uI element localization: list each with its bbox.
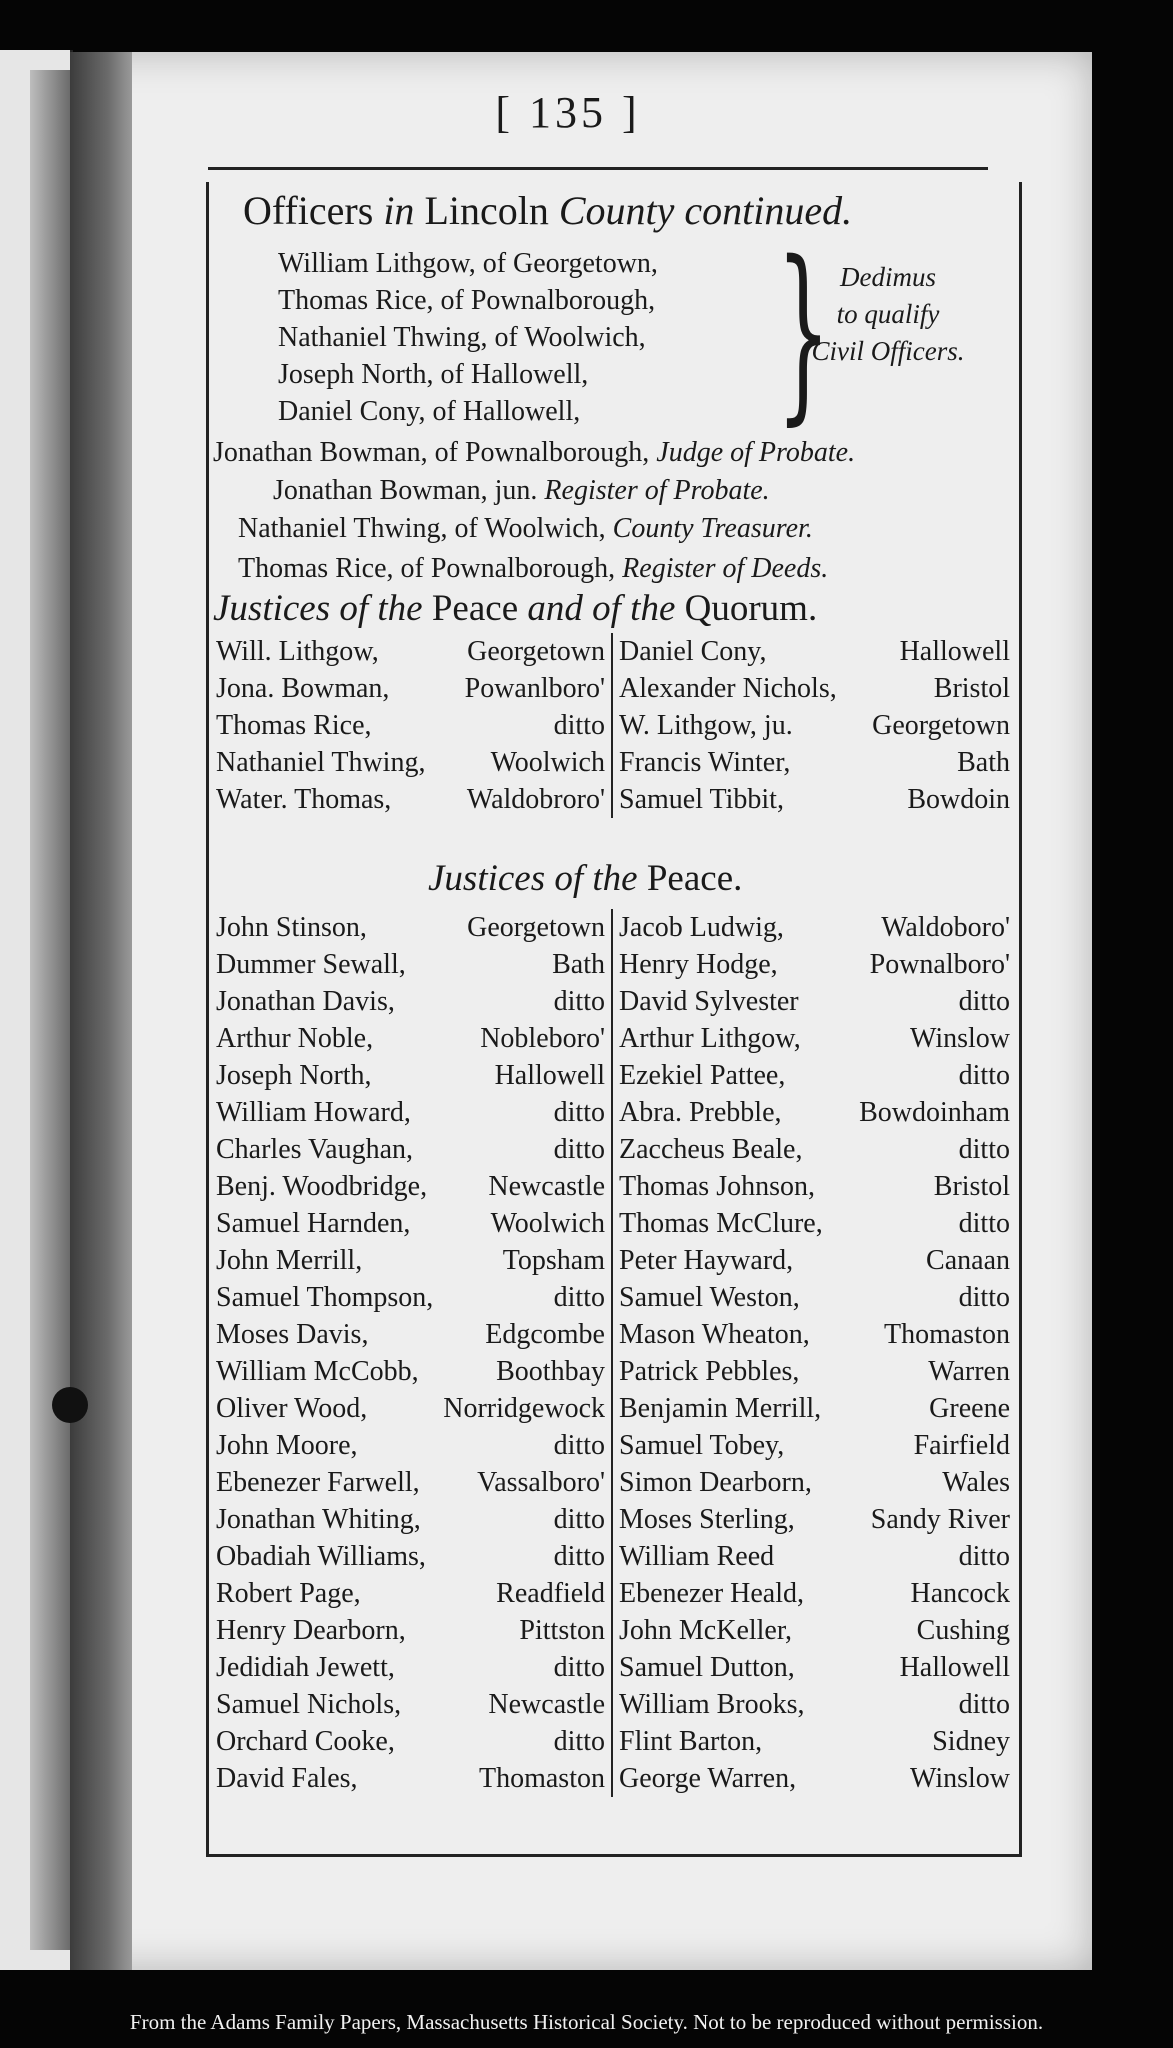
title-word: County continued.	[558, 188, 853, 233]
place-name: Hallowell	[494, 1060, 605, 1091]
table-row	[210, 1205, 611, 1242]
table-row	[613, 670, 1016, 707]
person-name: Zaccheus Beale,	[619, 1134, 803, 1165]
dedimus-name: Daniel Cony, of Hallowell,	[278, 396, 581, 427]
table-row	[210, 1427, 611, 1464]
person-name: Samuel Harnden,	[216, 1208, 411, 1239]
place-name: Winslow	[910, 1763, 1010, 1794]
place-name: Georgetown	[872, 710, 1010, 741]
table-row	[613, 1464, 1016, 1501]
table-row	[210, 744, 611, 781]
office-holder: Thomas Rice, of Pownalborough,	[238, 553, 616, 584]
person-name: Thomas Rice,	[216, 710, 372, 741]
office-line	[213, 437, 855, 469]
table-row	[613, 983, 1016, 1020]
table-row	[613, 1094, 1016, 1131]
place-name: Warren	[928, 1356, 1010, 1387]
place-name: Georgetown	[467, 636, 605, 667]
place-name: ditto	[958, 1689, 1010, 1720]
person-name: Daniel Cony,	[619, 636, 767, 667]
table-row	[210, 670, 611, 707]
place-name: ditto	[553, 986, 605, 1017]
person-name: Abra. Prebble,	[619, 1097, 782, 1128]
table-row	[613, 1501, 1016, 1538]
table-row	[613, 707, 1016, 744]
person-name: Jonathan Whiting,	[216, 1504, 421, 1535]
table-row	[613, 909, 1016, 946]
person-name: Oliver Wood,	[216, 1393, 368, 1424]
person-name: Obadiah Williams,	[216, 1541, 426, 1572]
quorum-right-column	[613, 633, 1016, 818]
table-row	[613, 1760, 1016, 1797]
place-name: Newcastle	[488, 1689, 605, 1720]
place-name: ditto	[553, 1541, 605, 1572]
person-name: Robert Page,	[216, 1578, 361, 1609]
table-row	[210, 1020, 611, 1057]
table-row	[613, 1316, 1016, 1353]
person-name: David Fales,	[216, 1763, 358, 1794]
table-row	[210, 1057, 611, 1094]
place-name: Winslow	[910, 1023, 1010, 1054]
person-name: William Howard,	[216, 1097, 411, 1128]
table-row	[210, 1538, 611, 1575]
office-role: Register of Deeds.	[622, 553, 829, 584]
place-name: Sidney	[932, 1726, 1010, 1757]
table-row	[210, 909, 611, 946]
heading-word: Justices	[428, 858, 546, 899]
place-name: Bath	[957, 747, 1010, 778]
title-word: in	[383, 188, 415, 233]
table-row	[613, 1575, 1016, 1612]
page-binding	[70, 52, 132, 1970]
person-name: W. Lithgow, ju.	[619, 710, 793, 741]
person-name: Jacob Ludwig,	[619, 912, 784, 943]
dedimus-name: William Lithgow, of Georgetown,	[278, 248, 658, 279]
place-name: Hancock	[910, 1578, 1010, 1609]
person-name: William Reed	[619, 1541, 775, 1572]
table-row	[210, 1390, 611, 1427]
role-line: Civil Officers.	[811, 336, 965, 366]
heading-word: of	[554, 858, 584, 899]
office-holder: Jonathan Bowman, jun.	[273, 475, 538, 506]
dedimus-names	[278, 245, 658, 430]
person-name: Nathaniel Thwing,	[216, 747, 426, 778]
place-name: Boothbay	[496, 1356, 605, 1387]
table-row	[613, 1612, 1016, 1649]
person-name: Flint Barton,	[619, 1726, 763, 1757]
person-name: Simon Dearborn,	[619, 1467, 812, 1498]
place-name: ditto	[958, 986, 1010, 1017]
place-name: ditto	[553, 710, 605, 741]
person-name: George Warren,	[619, 1763, 797, 1794]
person-name: Alexander Nichols,	[619, 673, 837, 704]
place-name: Thomaston	[479, 1763, 605, 1794]
place-name: Powanlboro'	[464, 673, 605, 704]
heading-word: Justices	[213, 588, 331, 629]
table-row	[613, 1242, 1016, 1279]
table-row	[210, 1279, 611, 1316]
office-line	[273, 475, 770, 507]
person-name: John McKeller,	[619, 1615, 793, 1646]
person-name: Henry Dearborn,	[216, 1615, 406, 1646]
heading-word: Peace	[431, 588, 519, 629]
person-name: John Stinson,	[216, 912, 367, 943]
table-row	[613, 1723, 1016, 1760]
table-row	[613, 1649, 1016, 1686]
person-name: Samuel Nichols,	[216, 1689, 402, 1720]
person-name: Ebenezer Farwell,	[216, 1467, 420, 1498]
person-name: John Merrill,	[216, 1245, 363, 1276]
table-row	[210, 983, 611, 1020]
place-name: ditto	[553, 1097, 605, 1128]
table-row	[613, 1427, 1016, 1464]
place-name: Greene	[929, 1393, 1010, 1424]
place-name: Edgcombe	[485, 1319, 605, 1350]
table-row	[613, 946, 1016, 983]
table-row	[613, 1131, 1016, 1168]
page-number: [ 135 ]	[495, 88, 641, 137]
person-name: Ebenezer Heald,	[619, 1578, 804, 1609]
office-role: County Treasurer.	[612, 513, 813, 544]
dedimus-name: Nathaniel Thwing, of Woolwich,	[278, 322, 646, 353]
place-name: ditto	[553, 1134, 605, 1165]
person-name: Moses Sterling,	[619, 1504, 795, 1535]
justices-table	[210, 909, 1016, 1797]
quorum-left-column	[210, 633, 613, 818]
place-name: Waldobroro'	[466, 784, 605, 815]
document-page	[70, 52, 1092, 1970]
quorum-heading	[213, 587, 817, 630]
person-name: Water. Thomas,	[216, 784, 392, 815]
person-name: Jonathan Davis,	[216, 986, 395, 1017]
place-name: ditto	[553, 1430, 605, 1461]
person-name: Benjamin Merrill,	[619, 1393, 822, 1424]
heading-word: of	[339, 588, 369, 629]
table-row	[613, 1168, 1016, 1205]
place-name: Wales	[942, 1467, 1010, 1498]
table-row	[210, 1131, 611, 1168]
table-row	[210, 1501, 611, 1538]
place-name: Woolwich	[490, 747, 605, 778]
person-name: Dummer Sewall,	[216, 949, 406, 980]
office-holder: Nathaniel Thwing, of Woolwich,	[238, 513, 606, 544]
brace-symbol: }	[776, 221, 831, 442]
table-row	[210, 946, 611, 983]
place-name: Pownalboro'	[869, 949, 1010, 980]
heading-word: of	[592, 588, 621, 629]
heading-word: Peace.	[646, 858, 743, 899]
place-name: Vassalboro'	[477, 1467, 605, 1498]
table-row	[613, 1020, 1016, 1057]
table-row	[210, 1686, 611, 1723]
credit-line: From the Adams Family Papers, Massachusetts Historical Society. Not to be reproduced without permission.	[129, 2010, 1044, 2034]
table-row	[210, 707, 611, 744]
person-name: Will. Lithgow,	[216, 636, 379, 667]
page-title	[243, 187, 852, 234]
place-name: Bristol	[933, 1171, 1010, 1202]
place-name: ditto	[958, 1134, 1010, 1165]
office-line	[238, 513, 813, 545]
person-name: Orchard Cooke,	[216, 1726, 395, 1757]
table-row	[210, 1242, 611, 1279]
justices-right-column	[613, 909, 1016, 1797]
place-name: Pittston	[519, 1615, 605, 1646]
table-row	[613, 1686, 1016, 1723]
person-name: Francis Winter,	[619, 747, 791, 778]
person-name: William Brooks,	[619, 1689, 805, 1720]
table-row	[210, 1649, 611, 1686]
role-line: to qualify	[836, 299, 940, 329]
place-name: Sandy River	[870, 1504, 1010, 1535]
person-name: Charles Vaughan,	[216, 1134, 413, 1165]
place-name: ditto	[553, 1652, 605, 1683]
table-row	[613, 1057, 1016, 1094]
place-name: Fairfield	[913, 1430, 1010, 1461]
table-row	[613, 1205, 1016, 1242]
table-row	[613, 781, 1016, 818]
place-name: Bowdoin	[907, 784, 1010, 815]
place-name: ditto	[553, 1726, 605, 1757]
person-name: Thomas McClure,	[619, 1208, 823, 1239]
table-row	[613, 1390, 1016, 1427]
place-name: Waldoboro'	[881, 912, 1010, 943]
place-name: Cushing	[916, 1615, 1010, 1646]
heading-word: the	[592, 858, 638, 899]
person-name: John Moore,	[216, 1430, 358, 1461]
office-role: Judge of Probate.	[656, 437, 856, 468]
place-name: ditto	[958, 1060, 1010, 1091]
place-name: Topsham	[502, 1245, 605, 1276]
table-row	[210, 1094, 611, 1131]
person-name: Benj. Woodbridge,	[216, 1171, 428, 1202]
person-name: David Sylvester	[619, 986, 799, 1017]
table-row	[613, 744, 1016, 781]
dedimus-name: Joseph North, of Hallowell,	[278, 359, 589, 390]
quorum-table	[210, 633, 1016, 818]
place-name: Nobleboro'	[480, 1023, 605, 1054]
place-name: Bristol	[933, 673, 1010, 704]
place-name: ditto	[958, 1208, 1010, 1239]
binding-hole	[52, 1387, 88, 1423]
place-name: ditto	[958, 1541, 1010, 1572]
person-name: Henry Hodge,	[619, 949, 778, 980]
person-name: Mason Wheaton,	[619, 1319, 810, 1350]
heading-word: Quorum.	[684, 588, 818, 629]
office-holder: Jonathan Bowman, of Pownalborough,	[213, 437, 650, 468]
justices-heading	[428, 857, 742, 900]
table-row	[210, 1575, 611, 1612]
dedimus-name: Thomas Rice, of Pownalborough,	[278, 285, 656, 316]
person-name: Ezekiel Pattee,	[619, 1060, 786, 1091]
table-row	[210, 1723, 611, 1760]
place-name: ditto	[958, 1282, 1010, 1313]
table-row	[613, 633, 1016, 670]
place-name: Readfield	[496, 1578, 605, 1609]
person-name: Thomas Johnson,	[619, 1171, 815, 1202]
title-word: Officers	[243, 188, 374, 233]
place-name: Woolwich	[490, 1208, 605, 1239]
title-word: Lincoln	[424, 188, 549, 233]
person-name: Moses Davis,	[216, 1319, 369, 1350]
table-row	[613, 1538, 1016, 1575]
table-row	[613, 1279, 1016, 1316]
heading-word: the	[377, 588, 423, 629]
office-line	[238, 553, 828, 585]
person-name: William McCobb,	[216, 1356, 419, 1387]
person-name: Samuel Tobey,	[619, 1430, 785, 1461]
justices-left-column	[210, 909, 613, 1797]
dedimus-role	[788, 259, 988, 370]
previous-page-edge	[0, 50, 73, 1970]
table-row	[210, 1612, 611, 1649]
heading-word: the	[630, 588, 676, 629]
place-name: Hallowell	[899, 636, 1010, 667]
office-role: Register of Probate.	[544, 475, 770, 506]
person-name: Arthur Noble,	[216, 1023, 374, 1054]
person-name: Jona. Bowman,	[216, 673, 390, 704]
table-row	[210, 1464, 611, 1501]
person-name: Jedidiah Jewett,	[216, 1652, 395, 1683]
place-name: Bowdoinham	[859, 1097, 1010, 1128]
table-row	[210, 781, 611, 818]
table-row	[210, 1760, 611, 1797]
table-row	[210, 1168, 611, 1205]
heading-word: and	[527, 588, 583, 629]
place-name: ditto	[553, 1282, 605, 1313]
person-name: Samuel Tibbit,	[619, 784, 784, 815]
table-row	[210, 1316, 611, 1353]
table-row	[613, 1353, 1016, 1390]
place-name: Georgetown	[467, 912, 605, 943]
top-rule	[208, 167, 988, 170]
place-name: Thomaston	[884, 1319, 1010, 1350]
table-row	[210, 1353, 611, 1390]
person-name: Samuel Weston,	[619, 1282, 800, 1313]
table-row	[210, 633, 611, 670]
place-name: Norridgewock	[443, 1393, 605, 1424]
person-name: Patrick Pebbles,	[619, 1356, 800, 1387]
place-name: Canaan	[926, 1245, 1010, 1276]
person-name: Samuel Dutton,	[619, 1652, 795, 1683]
place-name: Newcastle	[488, 1171, 605, 1202]
person-name: Samuel Thompson,	[216, 1282, 434, 1313]
person-name: Peter Hayward,	[619, 1245, 794, 1276]
place-name: Hallowell	[899, 1652, 1010, 1683]
role-line: Dedimus	[840, 262, 936, 292]
place-name: Bath	[552, 949, 605, 980]
person-name: Joseph North,	[216, 1060, 372, 1091]
person-name: Arthur Lithgow,	[619, 1023, 801, 1054]
place-name: ditto	[553, 1504, 605, 1535]
